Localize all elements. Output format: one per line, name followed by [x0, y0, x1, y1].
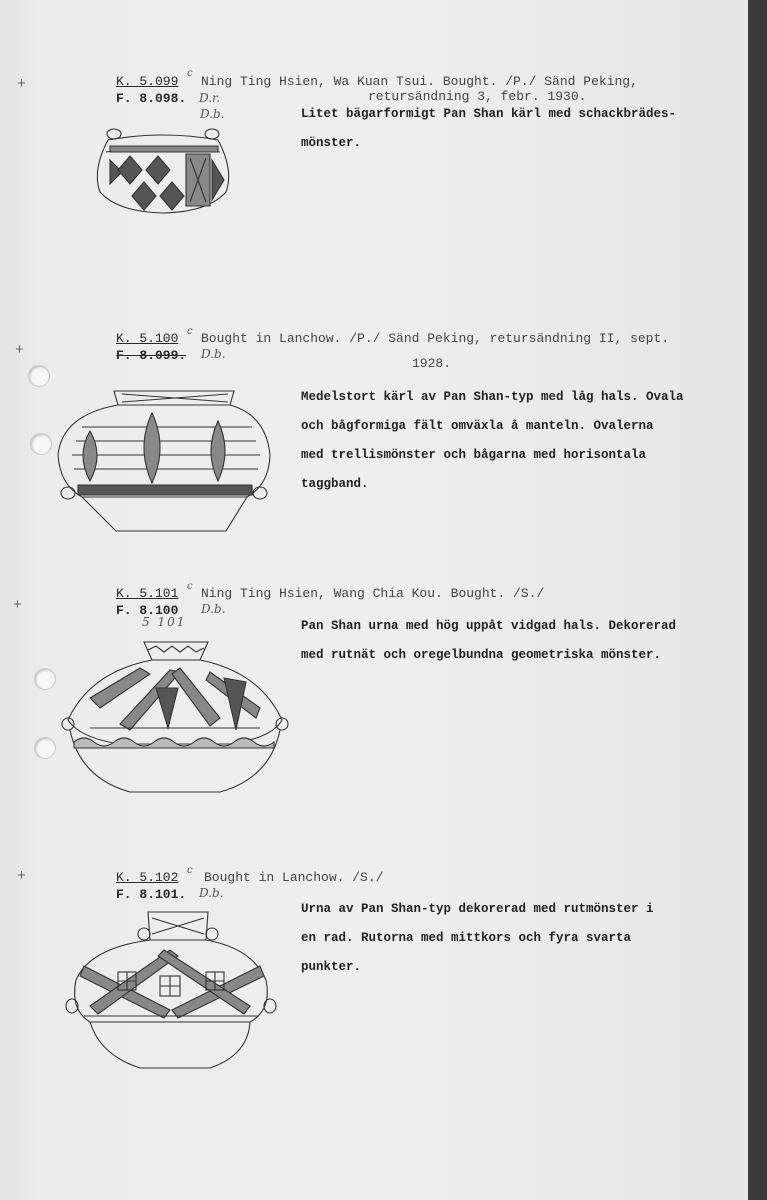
f-number: F. 8.101. — [116, 887, 187, 902]
punch-hole — [28, 365, 50, 387]
handwritten-number: 5 101 — [142, 615, 187, 629]
margin-plus-mark: + — [15, 342, 25, 359]
k-superscript: c — [187, 326, 193, 337]
k-number: K. 5.100 — [116, 331, 179, 346]
entry-header-cont: retursändning 3, febr. 1930. — [368, 89, 587, 104]
handwritten-initials: D.b. — [201, 602, 226, 616]
pottery-drawing — [60, 910, 282, 1075]
margin-plus-mark: + — [17, 76, 27, 93]
punch-hole — [34, 737, 56, 759]
pottery-drawing — [52, 385, 277, 535]
entry-description: Urna av Pan Shan-typ dekorerad med rutmönster i en rad. Rutorna med mittkors och fyra svarta punkter. — [301, 902, 654, 974]
entry-header: Bought in Lanchow. /S./ — [204, 870, 384, 885]
entry-header: Ning Ting Hsien, Wa Kuan Tsui. Bought. /P./ Sänd Peking, — [201, 74, 638, 89]
k-superscript: c — [187, 865, 193, 876]
margin-plus-mark: + — [13, 597, 23, 614]
margin-plus-mark: + — [17, 868, 27, 885]
pottery-drawing — [88, 120, 238, 220]
entry-description: Medelstort kärl av Pan Shan-typ med låg hals. Ovala och bågformiga fält omväxla å manteln. Ovalerna med trellismönster och bågarna med horisontala taggband. — [301, 390, 684, 491]
k-number: K. 5.102 — [116, 870, 179, 885]
entry-header: Bought in Lanchow. /P./ Sänd Peking, retursändning II, sept. — [201, 331, 670, 346]
page-edge-shadow — [748, 0, 767, 1200]
f-number: F. 8.099. — [116, 348, 187, 363]
f-number: F. 8.100 — [116, 603, 179, 618]
entry-header-cont: 1928. — [412, 356, 452, 371]
punch-hole — [34, 668, 56, 690]
k-number: K. 5.099 — [116, 74, 179, 89]
handwritten-initials: D.r. — [199, 91, 221, 105]
punch-hole — [30, 433, 52, 455]
k-superscript: c — [187, 68, 193, 79]
k-number: K. 5.101 — [116, 586, 179, 601]
entry-description: Pan Shan urna med hög uppåt vidgad hals. Dekorerad med rutnät och oregelbundna geometriska mönster. — [301, 619, 677, 662]
handwritten-initials: D.b. — [201, 347, 226, 361]
entry-description: Litet bägarformigt Pan Shan kärl med schackbrädes- mönster. — [301, 107, 677, 150]
f-number: F. 8.098. — [116, 91, 187, 106]
handwritten-initials: D.b. — [199, 886, 224, 900]
entry-header: Ning Ting Hsien, Wang Chia Kou. Bought. /S./ — [201, 586, 545, 601]
k-superscript: c — [187, 581, 193, 592]
pottery-drawing — [60, 638, 290, 798]
handwritten-initials: D.b. — [200, 107, 225, 121]
